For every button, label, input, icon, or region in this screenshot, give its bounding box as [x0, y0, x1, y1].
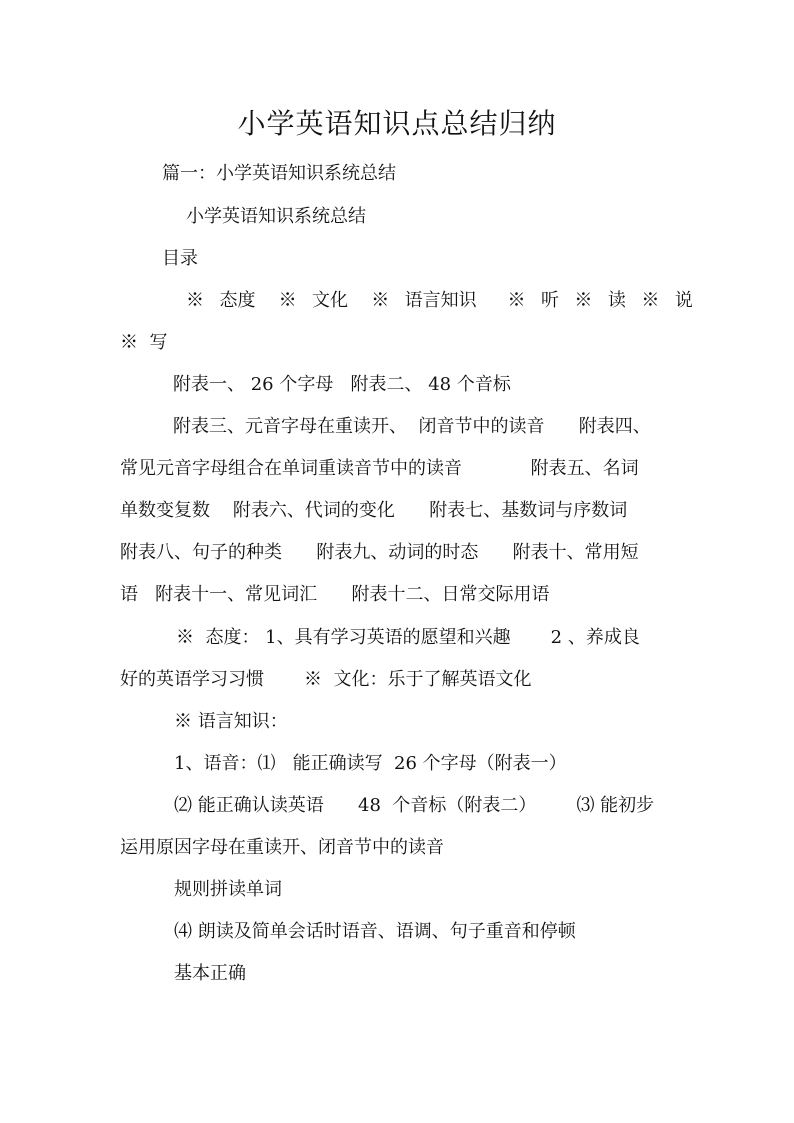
appendix-line: 附表三、元音字母在重读开、 闭音节中的读音 附表四、 — [173, 416, 651, 437]
document-title: 小学英语知识点总结归纳 — [237, 107, 557, 140]
phonetics-line: 运用原因字母在重读开、闭音节中的读音 — [120, 837, 444, 858]
phonetics-line: ⑵ 能正确认读英语 48 个音标（附表二） ⑶ 能初步 — [174, 795, 655, 816]
section-heading: 篇一：小学英语知识系统总结 — [162, 163, 396, 184]
subheading: 小学英语知识系统总结 — [186, 206, 366, 227]
appendix-line: 附表一、 26 个字母 附表二、 48 个音标 — [173, 374, 511, 395]
phonetics-line: 基本正确 — [174, 963, 246, 984]
toc-line: ※ 写 — [120, 332, 168, 353]
toc-label: 目录 — [162, 248, 198, 269]
appendix-line: 常见元音字母组合在单词重读音节中的读音 附表五、名词 — [120, 458, 639, 479]
phonetics-line: 1、语音：⑴ 能正确读写 26 个字母（附表一） — [174, 753, 567, 774]
attitude-line: 好的英语学习习惯 ※ 文化：乐于了解英语文化 — [120, 669, 532, 690]
attitude-line: ※ 态度： 1、具有学习英语的愿望和兴趣 2 、养成良 — [176, 627, 640, 648]
appendix-line: 单数变复数 附表六、代词的变化 附表七、基数词与序数词 — [120, 500, 628, 521]
phonetics-line: ⑷ 朗读及简单会话时语音、语调、句子重音和停顿 — [174, 921, 576, 942]
appendix-line: 语 附表十一、常见词汇 附表十二、日常交际用语 — [120, 584, 550, 605]
language-heading: ※ 语言知识： — [174, 711, 288, 732]
phonetics-line: 规则拼读单词 — [174, 879, 282, 900]
toc-line: ※ 态度 ※ 文化 ※ 语言知识 ※ 听 ※ 读 ※ 说 — [186, 290, 693, 311]
appendix-line: 附表八、句子的种类 附表九、动词的时态 附表十、常用短 — [120, 542, 639, 563]
